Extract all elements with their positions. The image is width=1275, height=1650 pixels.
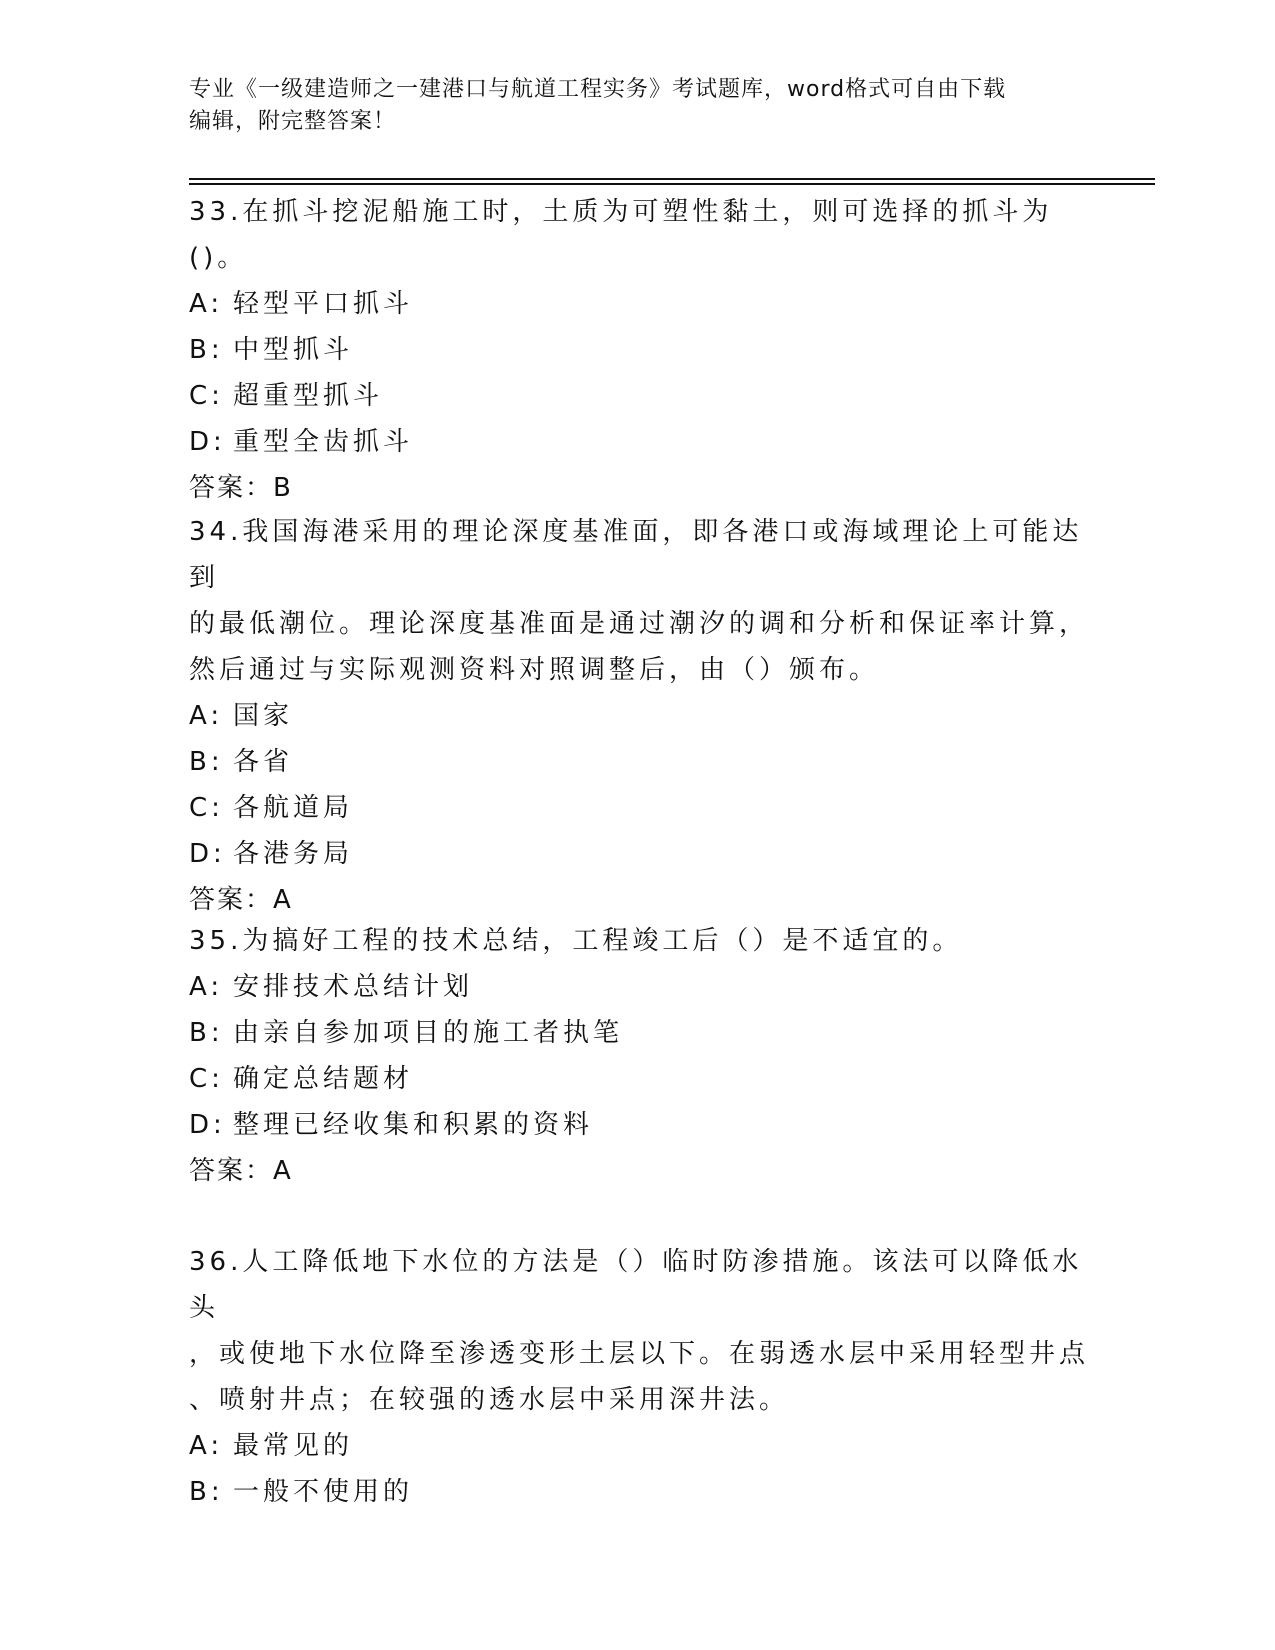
- option-text: 重型全齿抓斗: [233, 427, 414, 457]
- question-stem: [189, 1239, 1089, 1423]
- question-stem: [189, 509, 1089, 693]
- question-stem: [189, 189, 1089, 281]
- option-c: [189, 785, 1089, 831]
- question-stem-line: ，或使地下水位降至渗透变形土层以下。在弱透水层中采用轻型井点: [189, 1339, 1090, 1369]
- option-key: D:: [189, 1110, 226, 1140]
- question-stem-line: 、喷射井点；在较强的透水层中采用深井法。: [189, 1385, 790, 1415]
- option-text: 中型抓斗: [233, 335, 354, 365]
- question-stem-line: 34.我国海港采用的理论深度基准面，即各港口或海域理论上可能达到: [189, 517, 1083, 593]
- option-b: [189, 327, 1089, 373]
- option-text: 轻型平口抓斗: [233, 289, 414, 319]
- question-36: [189, 1239, 1089, 1515]
- option-b: [189, 1010, 1089, 1056]
- option-key: B:: [189, 1018, 224, 1048]
- option-key: A:: [189, 1431, 224, 1461]
- option-text: 确定总结题材: [233, 1064, 414, 1094]
- option-key: C:: [189, 1064, 224, 1094]
- question-35: [189, 918, 1089, 1194]
- option-key: B:: [189, 747, 224, 777]
- header-divider-top: [189, 178, 1155, 180]
- option-text: 各航道局: [233, 793, 354, 823]
- option-a: [189, 693, 1089, 739]
- question-stem-line: 的最低潮位。理论深度基准面是通过潮汐的调和分析和保证率计算，: [189, 609, 1090, 639]
- option-a: [189, 1423, 1089, 1469]
- header-line-2: 编辑，附完整答案！: [189, 109, 397, 134]
- option-text: 由亲自参加项目的施工者执笔: [233, 1018, 624, 1048]
- option-text: 整理已经收集和积累的资料: [233, 1110, 594, 1140]
- option-key: B:: [189, 1477, 224, 1507]
- option-c: [189, 373, 1089, 419]
- answer-label: 答案：A: [189, 1156, 293, 1186]
- question-34: [189, 509, 1089, 923]
- option-d: [189, 831, 1089, 877]
- option-b: [189, 1469, 1089, 1515]
- option-key: D:: [189, 839, 226, 869]
- question-stem-line: 33.在抓斗挖泥船施工时，土质为可塑性黏土，则可选择的抓斗为()。: [189, 197, 1053, 273]
- answer-label: 答案：A: [189, 885, 293, 915]
- option-key: D:: [189, 427, 226, 457]
- option-text: 各港务局: [233, 839, 354, 869]
- question-33: [189, 189, 1089, 511]
- answer-label: 答案：B: [189, 473, 293, 503]
- option-text: 安排技术总结计划: [233, 972, 474, 1002]
- option-key: A:: [189, 289, 224, 319]
- header-line-1: 专业《一级建造师之一建港口与航道工程实务》考试题库，word格式可自由下载: [189, 77, 1007, 102]
- option-key: C:: [189, 793, 224, 823]
- question-stem-line: 然后通过与实际观测资料对照调整后，由（）颁布。: [189, 655, 880, 685]
- option-text: 国家: [233, 701, 294, 731]
- option-key: A:: [189, 701, 224, 731]
- question-stem: [189, 918, 1089, 964]
- option-key: B:: [189, 335, 224, 365]
- header-divider-bottom: [189, 183, 1155, 185]
- option-text: 各省: [233, 747, 294, 777]
- document-header: [189, 74, 1069, 138]
- option-a: [189, 964, 1089, 1010]
- option-c: [189, 1056, 1089, 1102]
- question-stem-line: 35.为搞好工程的技术总结，工程竣工后（）是不适宜的。: [189, 926, 963, 956]
- option-text: 超重型抓斗: [233, 381, 384, 411]
- question-stem-line: 36.人工降低地下水位的方法是（）临时防渗措施。该法可以降低水头: [189, 1247, 1083, 1323]
- option-b: [189, 739, 1089, 785]
- option-text: 最常见的: [233, 1431, 354, 1461]
- option-text: 一般不使用的: [233, 1477, 414, 1507]
- option-d: [189, 419, 1089, 465]
- option-key: A:: [189, 972, 224, 1002]
- option-a: [189, 281, 1089, 327]
- option-d: [189, 1102, 1089, 1148]
- option-key: C:: [189, 381, 224, 411]
